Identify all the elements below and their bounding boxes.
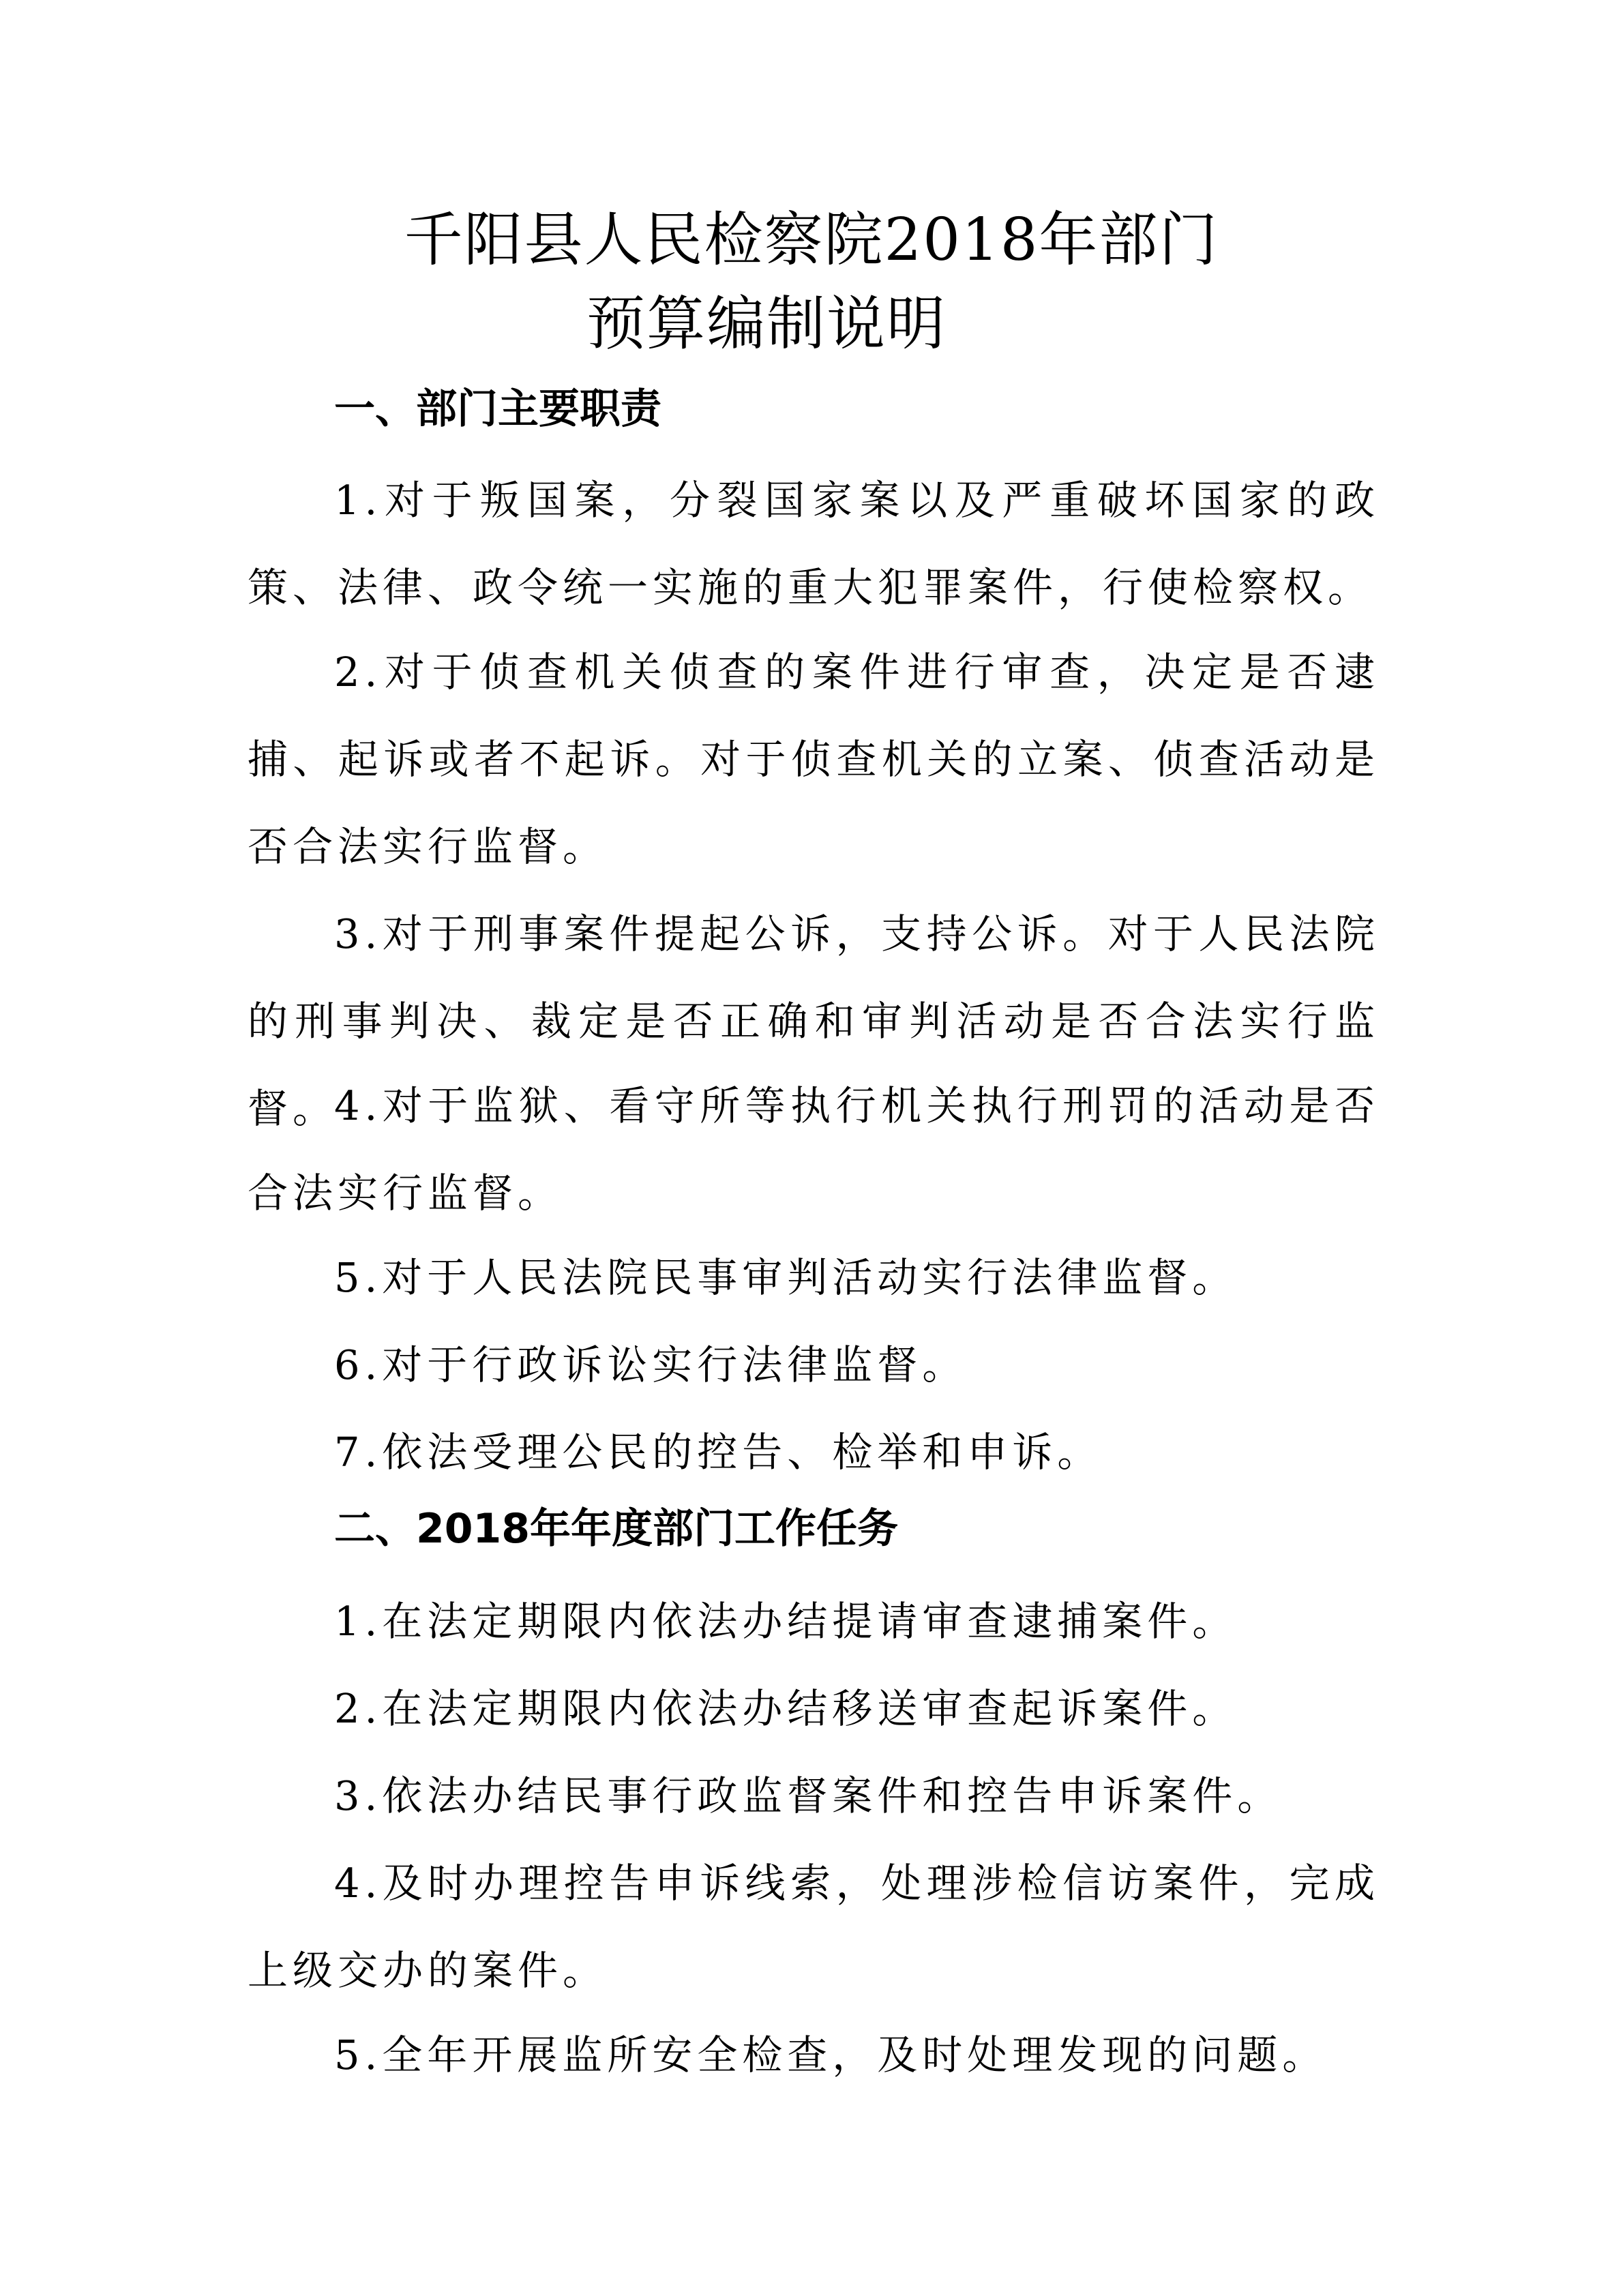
section-1-item-3: 3.对于刑事案件提起公诉，支持公诉。对于人民法院的刑事判决、裁定是否正确和审判活动是否合法实行监督。: [248, 910, 1380, 1132]
section-2-item-1: 1.在法定期限内依法办结提请审查逮捕案件。: [334, 1598, 1238, 1645]
section-1-item-7: 7.依法受理公民的控告、检举和申诉。: [334, 1429, 1103, 1476]
section-1-item-4: 4.对于监狱、看守所等执行机关执行刑罚的活动是否合法实行监督。: [248, 1082, 1380, 1217]
section-2-item-3: 3.依法办结民事行政监督案件和控告申诉案件。: [334, 1772, 1283, 1819]
section-1-item-5: 5.对于人民法院民事审判活动实行法律监督。: [334, 1254, 1238, 1301]
section-1-item-2: 2.对于侦查机关侦查的案件进行审查，决定是否逮捕、起诉或者不起诉。对于侦查机关的立案、侦查活动是否合法实行监督。: [248, 648, 1380, 870]
section-2-item-5: 5.全年开展监所安全检查，及时处理发现的问题。: [334, 2031, 1328, 2078]
document-title-line-2: 预算编制说明: [586, 290, 947, 358]
document-title-line-1: 千阳县人民检察院2018年部门: [404, 206, 1219, 274]
section-2-item-4: 4.及时办理控告申诉线索，处理涉检信访案件，完成上级交办的案件。: [248, 1860, 1380, 1994]
section-2-heading: 二、2018年年度部门工作任务: [334, 1505, 898, 1553]
section-1-heading: 一、部门主要职责: [334, 385, 661, 433]
section-1-item-6: 6.对于行政诉讼实行法律监督。: [334, 1341, 968, 1388]
section-1-item-1: 1.对于叛国案，分裂国家案以及严重破坏国家的政策、法律、政令统一实施的重大犯罪案件，行使检察权。: [248, 477, 1380, 611]
section-2-item-2: 2.在法定期限内依法办结移送审查起诉案件。: [334, 1685, 1238, 1732]
